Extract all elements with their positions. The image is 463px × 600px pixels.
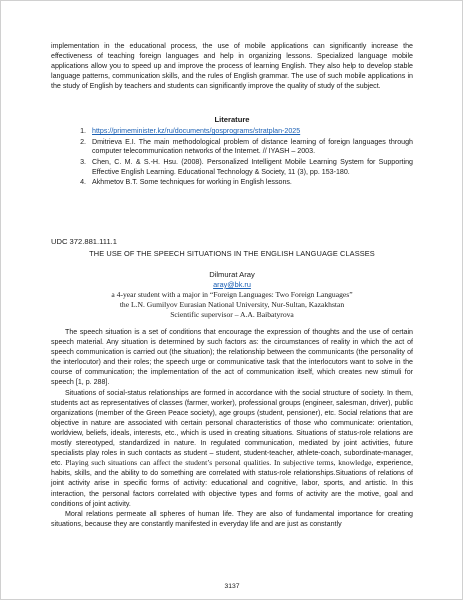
author-email-link[interactable]: aray@bk.ru [213, 280, 251, 289]
body-paragraph: The speech situation is a set of conditions that encourage the expression of thoughts and the use of certain speech material. Any situation is determined by such factors as: the circumstances of reality in which the act of speech communication is carried out (the situation); the relationship between the communicants (the personality of the interlocutor) and their roles; the speech urge or communicative task that the interlocutors want to solve in the course of communication; the implementation of the act of communication itself, which creates new stimuli for speech [1, p. 288]. [51, 328, 413, 387]
reference-text: Chen, C. M. & S.-H. Hsu. (2008). Personalized Intelligent Mobile Learning System for Supporting Effective English Learning. Educational Technology & Society, 11 (3), pp. 153-180. [92, 157, 413, 176]
udc-code: UDC 372.881.111.1 [51, 237, 117, 246]
affiliation-line: a 4-year student with a major in “Foreign Languages: Two Foreign Languages” [111, 290, 353, 299]
reference-link[interactable]: https://primeminister.kz/ru/documents/gosprograms/stratplan-2025 [92, 127, 301, 135]
reference-item [70, 178, 413, 188]
page-number: 3137 [224, 583, 240, 590]
affiliation-line: the L.N. Gumilyov Eurasian National University, Nur-Sultan, Kazakhstan [119, 300, 345, 309]
body-text-serif: Playing such situations can affect the student’s personal qualities. In subjective terms, knowledge, [65, 458, 374, 468]
body-text: experience, habits, skills, and the ability to do something are correlated with status-role relationships.Situations of relations of joint activity arise in specific forms of activity: educational and cognitive, labor, sports, and artistic. In this interaction, the personal factors correlated with objective types and forms of activity are the motive, goal and conditions of joint activity. [51, 459, 413, 508]
author-name: Dilmurat Aray [209, 270, 255, 279]
article-body [51, 327, 413, 529]
literature-heading: Literature [214, 115, 250, 124]
reference-text: Akhmetov B.T. Some techniques for working in English lessons. [92, 178, 292, 187]
reference-item [70, 158, 413, 178]
reference-number: 3. [80, 157, 86, 166]
reference-list [70, 127, 413, 189]
reference-item [70, 138, 413, 158]
supervisor-line: Scientific supervisor – A.A. Baibatyrova [170, 310, 294, 319]
reference-number: 2. [80, 137, 86, 146]
body-text: Situations of social-status relationships are formed in accordance with the social structure of society. In them, students act as representatives of classes (farmer, worker), professional groups (engineer, salesman, driver), public organizations (member of the Green Peace society), age groups (student, pensioner), etc. Social relations that are objective in nature are associated with certain personal characteristics of those who communicate: orientation, worldview, beliefs, ideals, interests, etc., which is used in creating situations. Situations of status-role relations are mostly stereotyped, standardized in nature. In regulated communication, mediated by joint activities, future specialists play roles in such contacts as student – student, student-teacher, athlete-coach, subordinate-manager, etc. [51, 388, 413, 468]
reference-item [70, 127, 413, 137]
article-title: THE USE OF THE SPEECH SITUATIONS IN THE ENGLISH LANGUAGE CLASSES [89, 249, 375, 258]
body-paragraph [51, 388, 413, 509]
intro-paragraph: implementation in the educational process, the use of mobile applications can significantly increase the effectiveness of teaching foreign languages and help in organizing lessons. Specialized language mobile applications allow you to speed up and improve the process of learning English. They also help to develop stable language patterns, communication skills, and the rules of English grammar. The use of such mobile applications in the study of English by teachers and students can significantly improve the quality of study of the subject. [51, 42, 413, 91]
body-paragraph: Moral relations permeate all spheres of human life. They are also of fundamental importance for creating situations, because they are constantly manifested in everyday life and are just as constantly [51, 509, 413, 528]
author-email-line [51, 280, 413, 290]
reference-number: 1. [80, 127, 86, 135]
reference-text: Dmitrieva E.I. The main methodological problem of distance learning of foreign languages through computer telecommunication networks of the Internet. // IYASH – 2003. [92, 137, 413, 156]
reference-number: 4. [80, 178, 86, 187]
